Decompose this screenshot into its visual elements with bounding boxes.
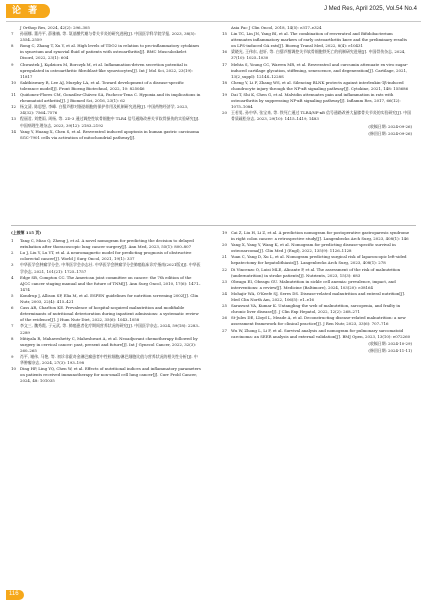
reference-item xyxy=(222,267,412,279)
received-date: (修回日期: 2024-11-11) xyxy=(368,347,412,353)
lower-right-references xyxy=(222,230,412,354)
reference-text: Chwastek J, Kędziora M, Borczyk M, et al. Inflammation-driven secretion potential is upregulated in osteoarthritic fibroblast-like synoviocytes[J]. Int J Mol Sci, 2022, 23(19): 11817 xyxy=(20,61,193,79)
reference-item xyxy=(11,116,201,128)
reference-item xyxy=(11,129,201,141)
journal-citation: J Med Res, April 2025, Vol.54 No.4 xyxy=(323,6,417,12)
reference-text: Cass AR, Charlton KE. Prevalence of hospital-acquired malnutrition and modifiable determinants of nutritional deterioration during inpatient admissions: a systematic review of the evidence[J]. J Hum Nutr Diet, 2022, 35(6): 1043–1058 xyxy=(20,305,199,323)
reference-item xyxy=(11,238,201,250)
reference-number: 25 xyxy=(222,303,227,309)
reference-item xyxy=(11,293,201,305)
reference-text: Cheng Y, Li F, Zhang WS, et al. Silencing BLNK protects against interleukin-1β-induced chondrocyte injury through the NF-κB signaling pathway[J]. Cytokine, 2021, 148: 155686 xyxy=(231,79,409,91)
reference-item xyxy=(222,62,412,80)
reference-text: 孙丽娜, 董丹平, 薛雅楠, 等. 氨基酸代谢与骨关节炎的研究进展[J]. 中国医学科学院学报, 2023, 38(5): 2554–2559 xyxy=(20,31,196,43)
page-number-tab xyxy=(6,590,24,600)
reference-item xyxy=(222,92,412,110)
reference-item xyxy=(222,291,412,303)
reference-text: Lu J, Liu Y, Lu YT, et al. A neuromagnetic model for predicting prognosis of obstructive colorectal cancer[J]. World J Surg Oncol, 2021, 19(1): 337 xyxy=(20,250,192,262)
reference-text: Yang X, Yang Y, Wang K, et al. Nomogram for predicting disease-specific survival in osteosarcoma[J]. Clin Med J (Engl), 2022, 135(9): 1126–1128 xyxy=(231,242,396,254)
reference-number: 24 xyxy=(222,290,227,296)
reference-item xyxy=(222,303,412,315)
reference-text: Ding HP, Ling YQ, Chen W, et al. Effects of nutritional indices and inflammatory parameters on patients received immunotherapy for non-small cell lung cancer[J]. Curr Probl Cancer, 2024, 48: 101035 xyxy=(20,366,201,384)
reference-text: 王若男, 孙中华, 张宝来, 等. 铁死亡通过 TLR4/NF-κB 信号通路改善大鼠膝骨关节炎的实验研究[J]. 中国骨质疏松杂志, 2023, 29(10): 1415–1419, 1483 xyxy=(231,110,412,122)
reference-text: Mitiyala R, Mahaveshetty C, Maheshwari A, et al. Neoadjuvant chemotherapy followed by surgery in cervical cancer: past, present and future[J]. Int J Gynecol Cancer, 2022, 32(3): 260–265 xyxy=(20,335,198,353)
reference-item xyxy=(11,305,201,323)
reference-item xyxy=(11,92,201,104)
received-date: (收稿日期: 2024-09-26) xyxy=(368,123,412,129)
section-label: 论 著 xyxy=(12,6,40,16)
reference-number: 19 xyxy=(222,230,227,235)
reference-item xyxy=(11,366,201,384)
reference-number: 3 xyxy=(11,262,14,268)
reference-number: 10 xyxy=(11,366,16,372)
reference-item xyxy=(222,279,412,291)
reference-item xyxy=(11,323,201,335)
upper-right-references xyxy=(222,25,412,137)
page-number: 116 xyxy=(9,591,19,597)
reference-number: 11 xyxy=(11,92,16,98)
header-divider xyxy=(6,21,421,22)
continuation-title: (上接第 115 页) xyxy=(11,230,42,235)
section-logo xyxy=(6,4,50,18)
reference-item xyxy=(11,43,201,61)
reference-number: 26 xyxy=(222,315,227,321)
reference-number: 21 xyxy=(222,254,227,260)
reference-item xyxy=(11,250,201,262)
reference-number: 12 xyxy=(11,104,16,110)
reference-item xyxy=(222,254,412,266)
reference-number: 15 xyxy=(222,31,227,37)
reference-number: 7 xyxy=(11,31,14,37)
reference-text: Mohajir WA, O'Keefe SJ, Seres DS. Disease-related malnutrition and enteral nutrition[J]. Med Clin North Am, 2022, 106(5): e1–e16 xyxy=(231,290,406,303)
page-header xyxy=(0,0,427,20)
reference-item xyxy=(222,242,412,254)
reference-item xyxy=(222,110,412,122)
reference-text: Asia Pac J Clin Oncol, 2018, 14(5): e317–e324 xyxy=(231,25,322,30)
reference-number: 4 xyxy=(11,274,14,280)
reference-text: Yang Y, Huang X, Chen S, et al. Resveratrol induced apoptosis in human gastric carcinoma SGC-7901 cells via activation of mitochondrial pathway[J]. xyxy=(20,128,200,140)
reference-item xyxy=(222,49,412,61)
reference-text: Tang C, Miao Q, Zheng J, et al. A novel nomogram for predicting the decision to delayed extubation after thoracoscopic lung cancer surgery[J]. Ann Med, 2023, 55(1): 800–807 xyxy=(20,238,194,250)
reference-text: 肖平, 谢伟, 马艳, 等. 初诊非霍奇金淋巴瘤患者中性粒细胞/淋巴细胞比值与营养状况的相关性分析[J]. 中华肿瘤杂志, 2024, 27(3): 193–198 xyxy=(20,353,198,365)
section-divider xyxy=(11,225,416,226)
reference-text: Obeagu EI, Obeagu GU. Malnutrition in sickle cell anemia: prevalence, impact, and interventions: a review[J]. Medicine (Baltimore), 2024, 103(20): e38164 xyxy=(231,278,396,290)
reference-text: Di Vincenzo O, Luisi MLE, Alicante P, et al. The assessment of the risk of malnutrition (undernutrition) in stroke patients[J]. Nutrients, 2023, 15(3): 683 xyxy=(231,266,401,278)
reference-item xyxy=(11,336,201,354)
reference-text: Edge SB, Compton CC. The American joint committee on cancer: the 7th edition of the AJCC cancer staging manual and the future of TNM[J]. Ann Surg Oncol, 2010, 17(6): 1471–1474 xyxy=(20,274,201,292)
reference-item xyxy=(11,262,201,274)
reference-number: 6 xyxy=(11,305,14,311)
reference-number: 27 xyxy=(222,327,227,333)
reference-item xyxy=(11,104,201,116)
received-date: (收稿日期: 2024-10-29) xyxy=(368,340,412,346)
reference-number: 14 xyxy=(11,128,16,134)
reference-text: J Orthop Res, 2024, 42(2): 296–305 xyxy=(20,25,90,30)
reference-text: 程丽君, 刘楚雨, 周杨, 等. 2D-3 通过调控性软骨细胞中 TLR4 信号通路改善关节软骨损伤的实验研究[J]. 中国病理生理杂志, 2023, 39(12): 2183–2192 xyxy=(20,116,200,128)
reference-text: 梁晓光, 王伟东, 赵轩, 等. 白藜芦醇调控关节软骨细胞铁死亡的机制研究进展[J]. 中国骨伤杂志, 2024, 37(10): 1025–1030 xyxy=(231,49,406,61)
reference-item xyxy=(222,230,412,242)
reference-item xyxy=(222,31,412,49)
reference-text: Wu W, Zhong L, Li F, et al. Survival analysis and nomogram for pulmonary sarcomatoid carcinoma: an SEER analysis and external validation[J]. BMJ Open, 2023, 13(10): e072260 xyxy=(231,327,411,339)
reference-text: Lin TC, Lin JN, Yang BI, et al. The combination of resveratrol and Bifidobacterium attenuates inflammatory markers of early osteoarthritis knee and the preliminary results on LPS-induced OA rats[J]. Bioeng Transl Med, 2022, 8(4): e10431 xyxy=(231,31,408,49)
reference-number: 5 xyxy=(11,292,14,298)
reference-number: 9 xyxy=(11,61,14,67)
reference-number: 7 xyxy=(11,323,14,329)
lower-left-references xyxy=(11,230,201,384)
reference-item xyxy=(11,62,201,80)
reference-number: 20 xyxy=(222,110,227,116)
reference-item xyxy=(11,31,201,43)
reference-number: 8 xyxy=(11,335,14,341)
reference-item xyxy=(11,354,201,366)
reference-text: 李文三, 魏秀霞, 子元武, 等. 肺癌患者化疗期间营养状况的研究[J]. 中国医学杂志, 2024, 59(18): 2283–2289 xyxy=(20,323,200,335)
reference-number: 20 xyxy=(222,242,227,248)
reference-text: Dai T, Shi K, Chen G, et al. Malvidin attenuates pain and inflammation in rats with osteoarthritis by suppressing NF-κB signaling pathway[J]. Inflamm Res, 2017, 66(12): 1075–1084 xyxy=(231,92,401,110)
reference-number: 19 xyxy=(222,92,227,98)
reference-number: 23 xyxy=(222,278,227,284)
upper-left-references xyxy=(11,25,201,141)
reference-item xyxy=(11,275,201,293)
reference-text: St-Jules DE, Lloyd L, Meade A, et al. Deconstructing disease-related malnutrition: a new assessment framework for clinical practice[J]. J Ren Nutr, 2023, 33(6): 707–716 xyxy=(231,315,406,327)
received-date: (修回日期: 2024-09-26) xyxy=(368,130,412,136)
reference-number: 1 xyxy=(11,238,14,244)
reference-text: 中华医学会肿瘤学分会, 中华医学会杂志社. 中华医学会肿瘤学分会肺癌临床诊疗指南(2021版)[J]. 中华医学杂志, 2021, 101(21): 1725–1757 xyxy=(20,262,201,274)
reference-text: Mehta S, Young CC, Warren MR, et al. Resveratrol and curcumin attenuate ex vivo sugar-induced cartilage glycation, stiffening, senescence, and degeneration[J]. Cartilage, 2021, 13(2_suppl): 1214S–1228S xyxy=(231,61,409,79)
reference-number: 9 xyxy=(11,353,14,359)
reference-item xyxy=(222,315,412,327)
reference-text: Cai Z, Liu H, Li Z, et al. A prediction nomogram for postoperative gastroparesis syndrome in right colon cancer: a retrospective study[J]. Langenbecks Arch Surg, 2023, 408(1): 146 xyxy=(231,230,410,242)
reference-number: 13 xyxy=(11,116,16,122)
reference-text: Quiñonez-Flores CM, González-Chávez SA, Pacheco-Tena C. Hypoxia and its implications in rheumatoid arthritis[J]. J Biomed Sci, 2016, 23(1): 62 xyxy=(20,92,201,104)
reference-number: 17 xyxy=(222,61,227,67)
reference-text: Sakthiswary R, Lee AJ, Murphy LA, et al. Toward development of a disease-specific tolerance model[J]. Front Bioeng Biotechnol, 2022, 10: 825046 xyxy=(20,79,184,91)
reference-text: Saraswat VA, Kumar K. Untangling the web of malnutrition, sarcopenia, and frailty in chronic liver disease[J]. J Clin Exp Hepatol, 2022, 12(2): 268–271 xyxy=(231,303,401,315)
reference-text: 杨文清, 陈思想, 李峰. 白藜芦醇对脂肪细胞的保护作用及机制研究进展[J]. 中国药物经济学, 2023, 34(32): 7564–7576 xyxy=(20,104,189,116)
reference-number: 18 xyxy=(222,79,227,85)
reference-number: 2 xyxy=(11,250,14,256)
reference-item xyxy=(222,80,412,92)
reference-text: Kondrup J, Allison SP, Elia M, et al. ESPEN guidelines for nutrition screening 2002[J]. Clin Nutr, 2003, 22(4): 415–421 xyxy=(20,292,199,305)
reference-number: 10 xyxy=(11,79,16,85)
reference-number: 8 xyxy=(11,43,14,49)
reference-number: 22 xyxy=(222,266,227,272)
reference-text: Yuan C, Yang D, Xu L, et al. Nomogram predicting surgical risk of laparoscopic left-sided hepatectomy for hepatolithiasis[J]. Langenbecks Arch Surg, 2023, 408(1): 278 xyxy=(231,254,407,266)
reference-number: 16 xyxy=(222,49,227,55)
reference-item xyxy=(222,328,412,340)
reference-item xyxy=(11,80,201,92)
reference-text: Rong C, Zhang T, Xu Y, et al. High levels of TDO2 in relation to pro-inflammatory cytokines in synovium and synovial fluid of patients with osteoarthritis[J]. BMC Musculoskelet Disord, 2022, 23(1): 604 xyxy=(20,43,200,61)
